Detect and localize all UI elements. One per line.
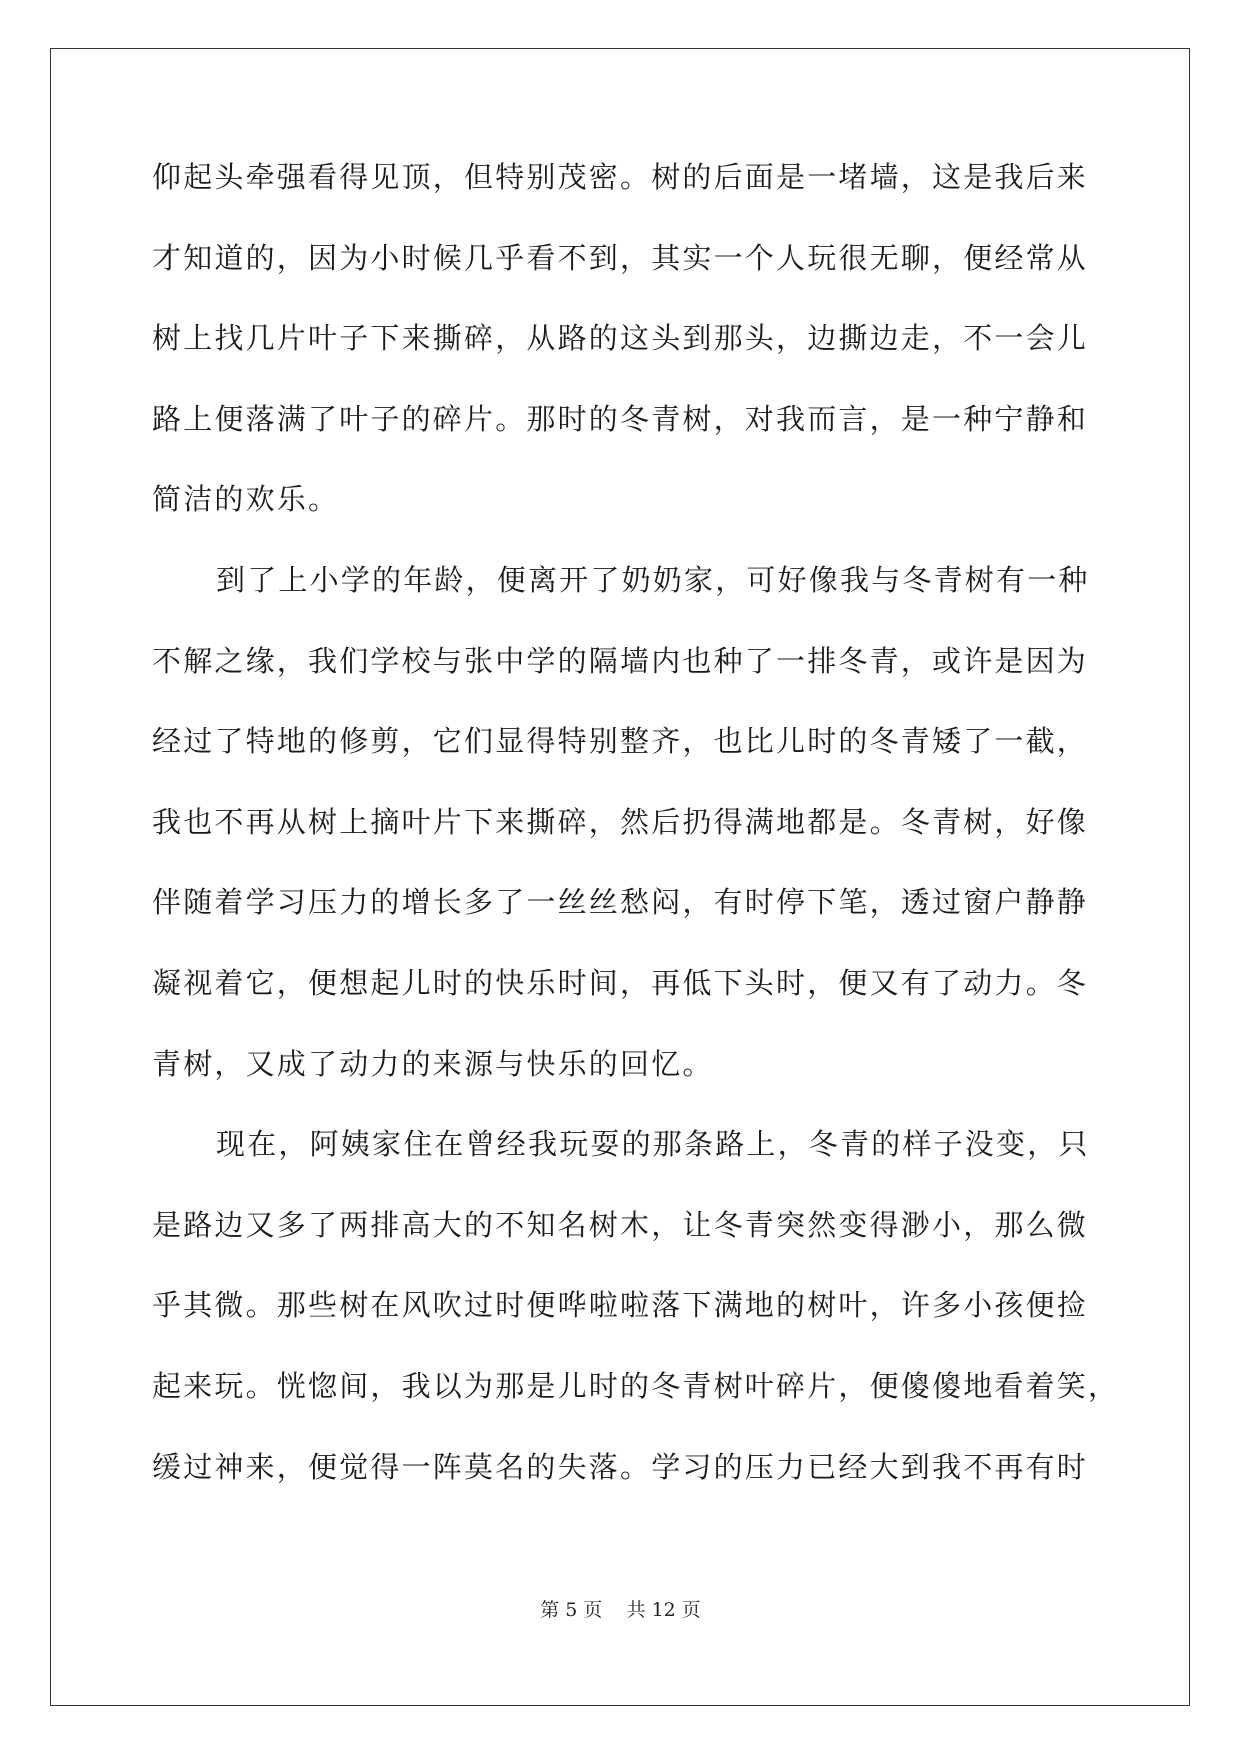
text-line: 乎其微。那些树在风吹过时便哗啦啦落下满地的树叶，许多小孩便捡 <box>152 1288 1089 1323</box>
document-body <box>152 160 1120 1530</box>
text-line: 不解之缘，我们学校与张中学的隔墙内也种了一排冬青，或许是因为 <box>152 643 1089 678</box>
text-line: 现在，阿姨家住在曾经我玩耍的那条路上，冬青的样子没变，只 <box>216 1127 1090 1162</box>
text-line: 仰起头牵强看得见顶，但特别茂密。树的后面是一堵墙，这是我后来 <box>152 160 1089 194</box>
text-line: 起来玩。恍惚间，我以为那是儿时的冬青树叶碎片，便傻傻地看着笑， <box>152 1368 1120 1403</box>
text-line: 我也不再从树上摘叶片下来撕碎，然后扔得满地都是。冬青树，好像 <box>152 804 1089 839</box>
text-line: 树上找几片叶子下来撕碎，从路的这头到那头，边撕边走，不一会儿 <box>152 321 1089 356</box>
page-number: 第 5 页 共 12 页 <box>540 1599 701 1621</box>
paragraph <box>152 563 1092 1127</box>
text-line: 路上便落满了叶子的碎片。那时的冬青树，对我而言，是一种宁静和 <box>152 401 1089 436</box>
text-line: 才知道的，因为小时候几乎看不到，其实一个人玩很无聊，便经常从 <box>152 240 1089 275</box>
paragraph <box>152 160 1092 563</box>
text-line: 简洁的欢乐。 <box>152 482 340 517</box>
text-line: 青树，又成了动力的来源与快乐的回忆。 <box>152 1046 714 1081</box>
text-line: 凝视着它，便想起儿时的快乐时间，再低下头时，便又有了动力。冬 <box>152 965 1089 1000</box>
text-line: 伴随着学习压力的增长多了一丝丝愁闷，有时停下笔，透过窗户静静 <box>152 885 1089 920</box>
text-line: 是路边又多了两排高大的不知名树木，让冬青突然变得渺小，那么微 <box>152 1207 1089 1242</box>
paragraph <box>152 1127 1120 1530</box>
text-line: 缓过神来，便觉得一阵莫名的失落。学习的压力已经大到我不再有时 <box>152 1449 1089 1484</box>
text-line: 到了上小学的年龄，便离开了奶奶家，可好像我与冬青树有一种 <box>216 562 1090 597</box>
text-line: 经过了特地的修剪，它们显得特别整齐，也比儿时的冬青矮了一截， <box>152 724 1089 759</box>
